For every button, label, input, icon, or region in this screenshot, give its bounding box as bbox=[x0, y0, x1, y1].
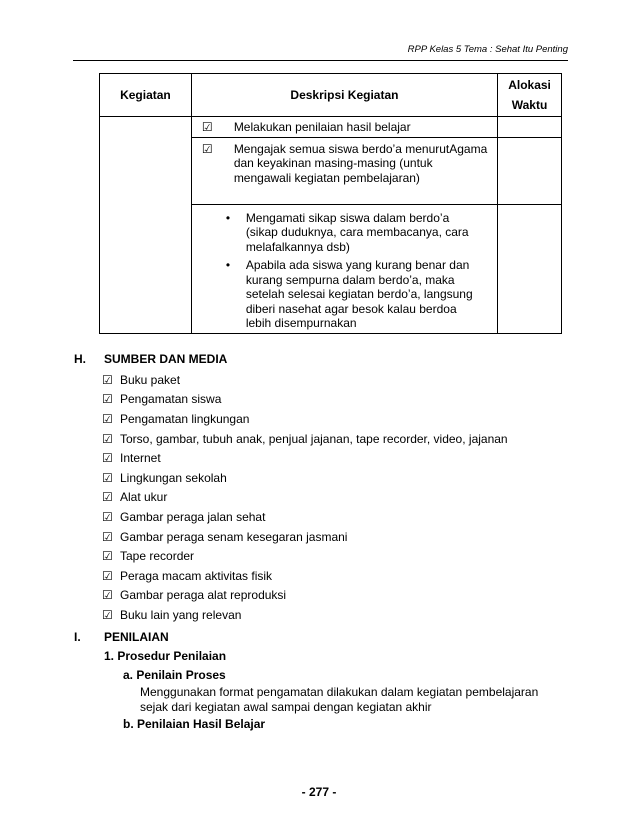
checkbox-icon: ☑ bbox=[102, 549, 113, 564]
section-letter: I. bbox=[74, 630, 81, 644]
checkbox-icon: ☑ bbox=[201, 141, 213, 156]
list-item: ☑ Internet bbox=[102, 451, 161, 466]
checkbox-icon: ☑ bbox=[102, 568, 113, 583]
desc-cell bbox=[191, 117, 497, 138]
checkbox-icon: ☑ bbox=[102, 372, 113, 387]
penilaian-proses-text: Menggunakan format pengamatan dilakukan dalam kegiatan pembelajaran sejak dari kegiatan awal sampai dengan kegiatan akhir bbox=[140, 685, 539, 714]
subsection-hasil-belajar: b. Penilaian Hasil Belajar bbox=[123, 717, 266, 731]
col-header-kegiatan: Kegiatan bbox=[100, 74, 192, 117]
section-i-heading bbox=[74, 630, 169, 644]
alokasi-cell bbox=[498, 137, 562, 204]
list-item: ☑ Alat ukur bbox=[102, 490, 168, 505]
checkbox-icon: ☑ bbox=[102, 490, 113, 505]
list-item: ☑ Buku lain yang relevan bbox=[102, 607, 242, 622]
checkbox-icon: ☑ bbox=[102, 588, 113, 603]
subsection-penilaian-proses: a. Penilain Proses bbox=[123, 668, 226, 682]
list-item: ☑ Gambar peraga alat reproduksi bbox=[102, 588, 287, 603]
alokasi-cell bbox=[498, 117, 562, 138]
page-number: - 277 - bbox=[301, 785, 337, 799]
bullet-text: Apabila ada siswa yang kurang benar dan kurang sempurna dalam berdo’a, maka setelah selesai kegiatan berdo’a, langsung diberi nasehat agar besok kalau berdoa lebih disempurnakan bbox=[245, 258, 473, 330]
list-item: ☑ Tape recorder bbox=[102, 549, 195, 564]
checkbox-icon: ☑ bbox=[102, 529, 113, 544]
bullet-icon: • bbox=[225, 210, 231, 225]
bullet-text: Mengamati sikap siswa dalam berdo’a (sikap duduknya, cara membacanya, cara melafalkannya dsb) bbox=[245, 210, 469, 254]
checkbox-icon: ☑ bbox=[102, 392, 113, 407]
col-header-deskripsi: Deskripsi Kegiatan bbox=[191, 74, 497, 117]
checkbox-icon: ☑ bbox=[201, 120, 213, 134]
list-item: ☑ Pengamatan siswa bbox=[102, 392, 222, 407]
alokasi-line-1: Alokasi bbox=[508, 78, 551, 92]
list-item: ☑ Buku paket bbox=[102, 372, 181, 387]
checkbox-icon: ☑ bbox=[102, 470, 113, 485]
media-list bbox=[102, 370, 508, 625]
list-item: ☑ Lingkungan sekolah bbox=[102, 470, 227, 485]
header-title: RPP Kelas 5 Tema : Sehat Itu Penting bbox=[407, 44, 568, 55]
section-title: SUMBER DAN MEDIA bbox=[104, 352, 228, 366]
subsection-prosedur: 1. Prosedur Penilaian bbox=[104, 649, 227, 663]
desc-text: Mengajak semua siswa berdo’a menurutAgama dan keyakinan masing-masing (untuk mengawali kegiatan pembelajaran) bbox=[233, 141, 488, 185]
list-item: ☑ Torso, gambar, tubuh anak, penjual jajanan, tape recorder, video, jajanan bbox=[102, 431, 508, 446]
checkbox-icon: ☑ bbox=[102, 411, 113, 426]
col-header-alokasi bbox=[498, 74, 562, 117]
activity-table bbox=[99, 73, 562, 334]
list-item: ☑ Gambar peraga jalan sehat bbox=[102, 509, 266, 524]
checkbox-icon: ☑ bbox=[102, 451, 113, 466]
list-item: ☑ Gambar peraga senam kesegaran jasmani bbox=[102, 529, 348, 544]
alokasi-line-2: Waktu bbox=[511, 98, 548, 112]
checkbox-icon: ☑ bbox=[102, 431, 113, 446]
desc-cell bbox=[191, 137, 497, 204]
kegiatan-cell bbox=[100, 117, 192, 334]
alokasi-cell bbox=[498, 204, 562, 333]
list-item: ☑ Peraga macam aktivitas fisik bbox=[102, 568, 273, 583]
checkbox-icon: ☑ bbox=[102, 607, 113, 622]
desc-text: Melakukan penilaian hasil belajar bbox=[233, 120, 411, 134]
section-title: PENILAIAN bbox=[104, 630, 169, 644]
list-item: ☑ Pengamatan lingkungan bbox=[102, 411, 250, 426]
desc-cell bbox=[191, 204, 497, 333]
header-rule bbox=[73, 60, 568, 61]
section-h-heading bbox=[74, 352, 227, 366]
table-header-row bbox=[100, 74, 562, 117]
bullet-icon: • bbox=[225, 258, 231, 272]
checkbox-icon: ☑ bbox=[102, 509, 113, 524]
section-letter: H. bbox=[74, 352, 86, 366]
table-row bbox=[100, 117, 562, 138]
